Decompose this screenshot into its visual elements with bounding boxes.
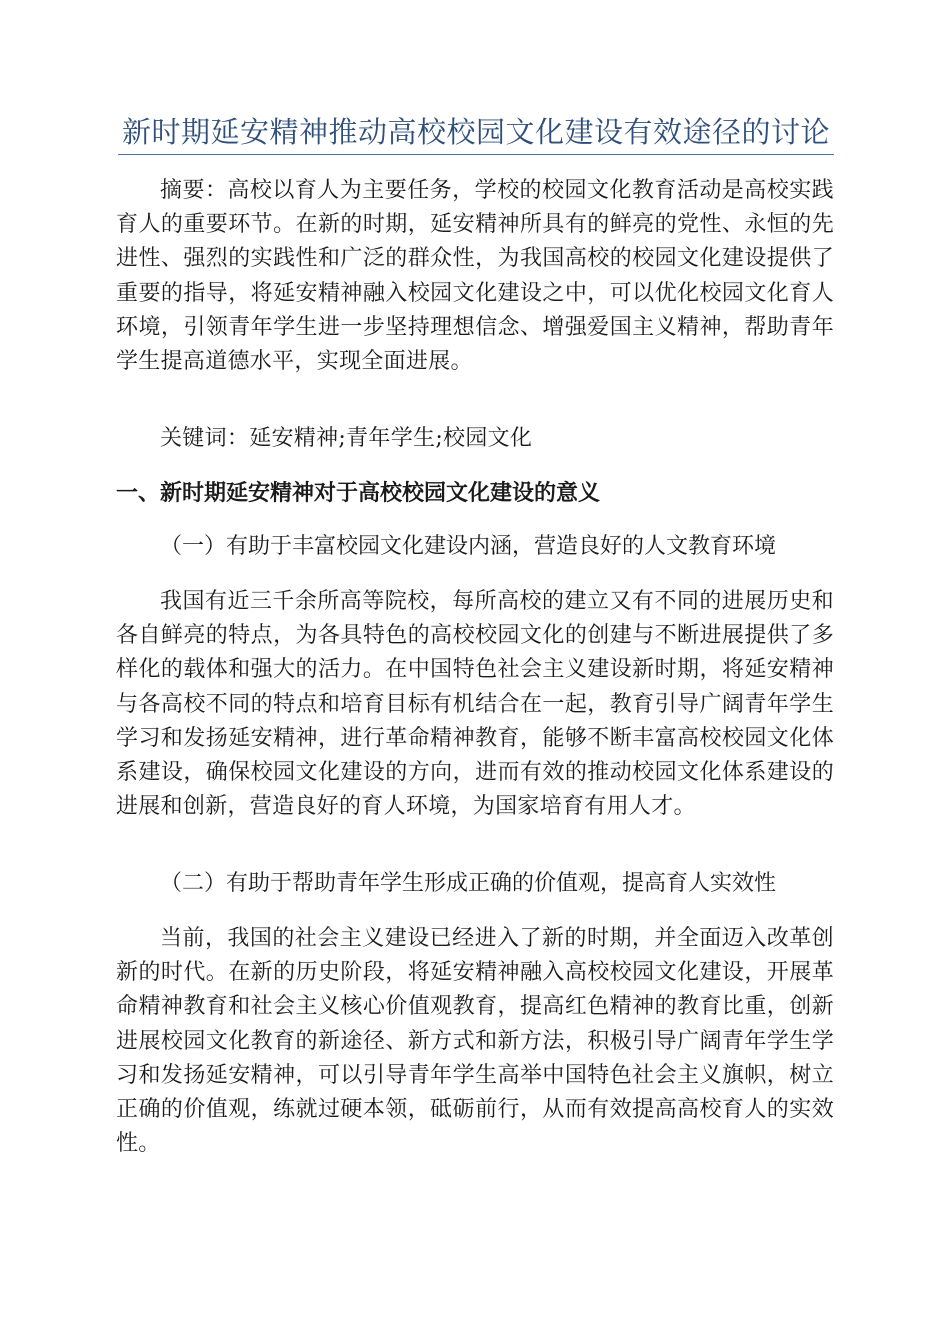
body-paragraph-1: 我国有近三千余所高等院校，每所高校的建立又有不同的进展历史和各自鲜亮的特点，为各具特色的高校校园文化的创建与不断进展提供了多样化的载体和强大的活力。在中国特色社会主义建设新时期，将延安精神与各高校不同的特点和培育目标有机结合在一起，教育引导广阔青年学生学习和发扬延安精神，进行革命精神教育，能够不断丰富高校校园文化体系建设，确保校园文化建设的方向，进而有效的推动校园文化体系建设的进展和创新，营造良好的育人环境，为国家培育有用人才。 (116, 589, 834, 820)
keywords-line: 关键词：延安精神;青年学生;校园文化 (160, 426, 533, 451)
subsection-heading-2: （二）有助于帮助青年学生形成正确的价值观，提高育人实效性 (160, 871, 777, 896)
body-paragraph-2: 当前，我国的社会主义建设已经进入了新的时期，并全面迈入改革创新的时代。在新的历史阶段，将延安精神融入高校校园文化建设，开展革命精神教育和社会主义核心价值观教育，提高红色精神的教育比重，创新进展校园文化教育的新途径、新方式和新方法，积极引导广阔青年学生学习和发扬延安精神，可以引导青年学生高举中国特色社会主义旗帜，树立正确的价值观，练就过硬本领，砥砺前行，从而有效提高高校育人的实效性。 (116, 926, 834, 1157)
abstract-paragraph: 摘要：高校以育人为主要任务，学校的校园文化教育活动是高校实践育人的重要环节。在新的时期，延安精神所具有的鲜亮的党性、永恒的先进性、强烈的实践性和广泛的群众性，为我国高校的校园文化建设提供了重要的指导，将延安精神融入校园文化建设之中，可以优化校园文化育人环境，引领青年学生进一步坚持理想信念、增强爱国主义精神，帮助青年学生提高道德水平，实现全面进展。 (116, 178, 834, 375)
document-title: 新时期延安精神推动高校校园文化建设有效途径的讨论 (121, 115, 830, 149)
title-underline (118, 154, 834, 155)
subsection-heading-1: （一）有助于丰富校园文化建设内涵，营造良好的人文教育环境 (160, 534, 777, 559)
section-heading: 一、新时期延安精神对于高校校园文化建设的意义 (116, 481, 601, 506)
